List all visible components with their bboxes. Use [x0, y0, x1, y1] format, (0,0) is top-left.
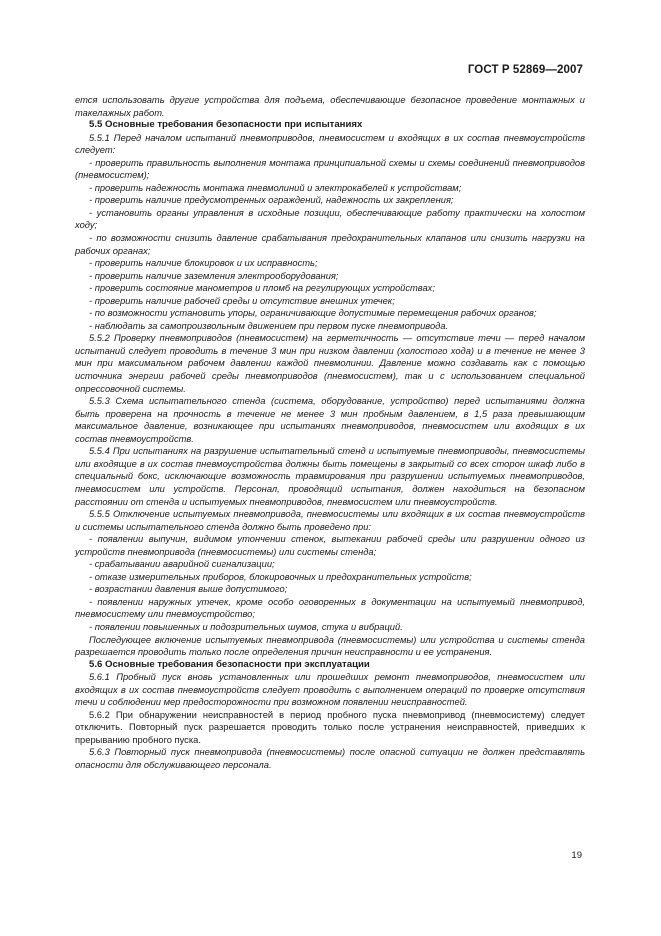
list-item: - появлении выпучин, видимом утончении стенок, вытекании рабочей среды или разрушении одного из устройств пневмопривода (пневмосистемы) или системы стенда; [75, 534, 585, 557]
page-number: 19 [571, 850, 582, 861]
section-heading: 5.5 Основные требования безопасности при испытаниях [89, 119, 363, 131]
list-item: - по возможности установить упоры, ограничивающие допустимые перемещения рабочих органов; [89, 308, 537, 319]
list-item: - наблюдать за самопроизвольным движением при первом пуске пневмопривода. [89, 320, 449, 331]
list-item: - установить органы управления в исходные позиции, обеспечивающие работу практически на холостом ходу; [75, 207, 585, 231]
list-item: - проверить наличие заземления электрооборудования; [89, 270, 339, 281]
paragraph: 5.6.2 При обнаружении неисправностей в период пробного пуска пневмопривод (пневмосистему) следует отключить. Повторный пуск разрешается проводить только после устранения неисправностей, приведших к прерыванию пробного пуска. [75, 709, 585, 745]
paragraph: 5.5.5 Отключение испытуемых пневмопривода, пневмосистемы или входящих в их состав пневмоустройств и системы испытательного стенда должно быть проведено при: [75, 509, 585, 532]
paragraph: 5.5.1 Перед началом испытаний пневмоприводов, пневмосистем и входящих в их состав пневмоустройств следует: [75, 132, 585, 156]
section-heading: 5.6 Основные требования безопасности при эксплуатации [89, 658, 370, 670]
list-item: - проверить наличие рабочей среды и отсутствие внешних утечек; [89, 295, 395, 306]
list-item: - появлении наружных утечек, кроме особо оговоренных в документации на испытуемый пневмопривод, пневмосистему или пневмоустройство; [75, 596, 585, 620]
paragraph: 5.6.3 Повторный пуск пневмопривода (пневмосистемы) после опасной ситуации не должен представлять опасности для обслуживающего персонала. [75, 747, 585, 770]
list-item: - срабатывании аварийной сигнализации; [89, 559, 275, 570]
list-item: - по возможности снизить давление срабатывания предохранительных клапанов или снизить нагрузки на рабочих органах; [75, 233, 585, 256]
list-item: - возрастании давления выше допустимого; [89, 584, 288, 595]
list-item: - проверить надежность монтажа пневмолиний и электрокабелей к устройствам; [89, 182, 462, 193]
paragraph: Последующее включение испытуемых пневмопривода (пневмосистемы) или устройства и системы стенда разрешается проводить только после определения причин неисправности и ее устранения. [75, 634, 585, 658]
list-item: - проверить правильность выполнения монтажа принципиальной схемы и схемы соединений пневмоприводов (пневмосистем); [75, 157, 585, 181]
list-item: - появлении повышенных и подозрительных шумов, стука и вибраций. [89, 621, 403, 632]
document-body [75, 94, 585, 772]
list-item: - проверить наличие блокировок и их исправность; [89, 258, 318, 269]
paragraph: ется использовать другие устройства для подъема, обеспечивающие безопасное проведение монтажных и такелажных работ. [75, 95, 585, 118]
list-item: - отказе измерительных приборов, блокировочных и предохранительных устройств; [89, 571, 472, 582]
paragraph: 5.5.3 Схема испытательного стенда (система, оборудование, устройство) перед испытаниями должна быть проверена на прочность в течение не менее 3 мин пробным давлением, в 1,5 раза превышающим максимальное давление, возникающее при испытаниях пневмоприводов, пневмосистем или входящих в их состав пневмоустройств. [75, 396, 585, 444]
paragraph: 5.5.2 Проверку пневмоприводов (пневмосистем) на герметичность — отсутствие течи — перед началом испытаний следует проводить в течение 3 мин при низком давлении (холостого хода) и в течение не менее 3 мин при максимальном рабочем давлении каждой пневмолинии. Давление можно создавать как с помощью источника энергии рабочей среды пневмоприводов (пневмосистем), так и с использованием специальной опрессовочной системы. [75, 333, 585, 394]
paragraph: 5.5.4 При испытаниях на разрушение испытательный стенд и испытуемые пневмоприводы, пневмосистемы или входящие в их состав пневмоустройства должны быть помещены в закрытый со всех сторон шкаф либо в специальный бокс, исключающие возможность травмирования при разрушении испытуемых пневмоприводов, пневмосистем или устройств. Персонал, проводящий испытания, должен находиться на безопасном расстоянии от стенда и испытуемых пневмоприводов, пневмосистем или пневмоустройств. [75, 446, 585, 507]
document-header: ГОСТ Р 52869—2007 [467, 64, 583, 76]
paragraph: 5.6.1 Пробный пуск вновь установленных или прошедших ремонт пневмоприводов, пневмосистем или входящих в их состав пневмоустройств следует проводить с выполнением операций по проверке отсутствия течи и соблюдении мер предосторожности при возможном появлении неисправностей. [75, 672, 585, 708]
list-item: - проверить состояние манометров и пломб на регулирующих устройствах; [89, 283, 435, 294]
list-item: - проверить наличие предусмотренных ограждений, надежность их закрепления; [89, 195, 454, 206]
